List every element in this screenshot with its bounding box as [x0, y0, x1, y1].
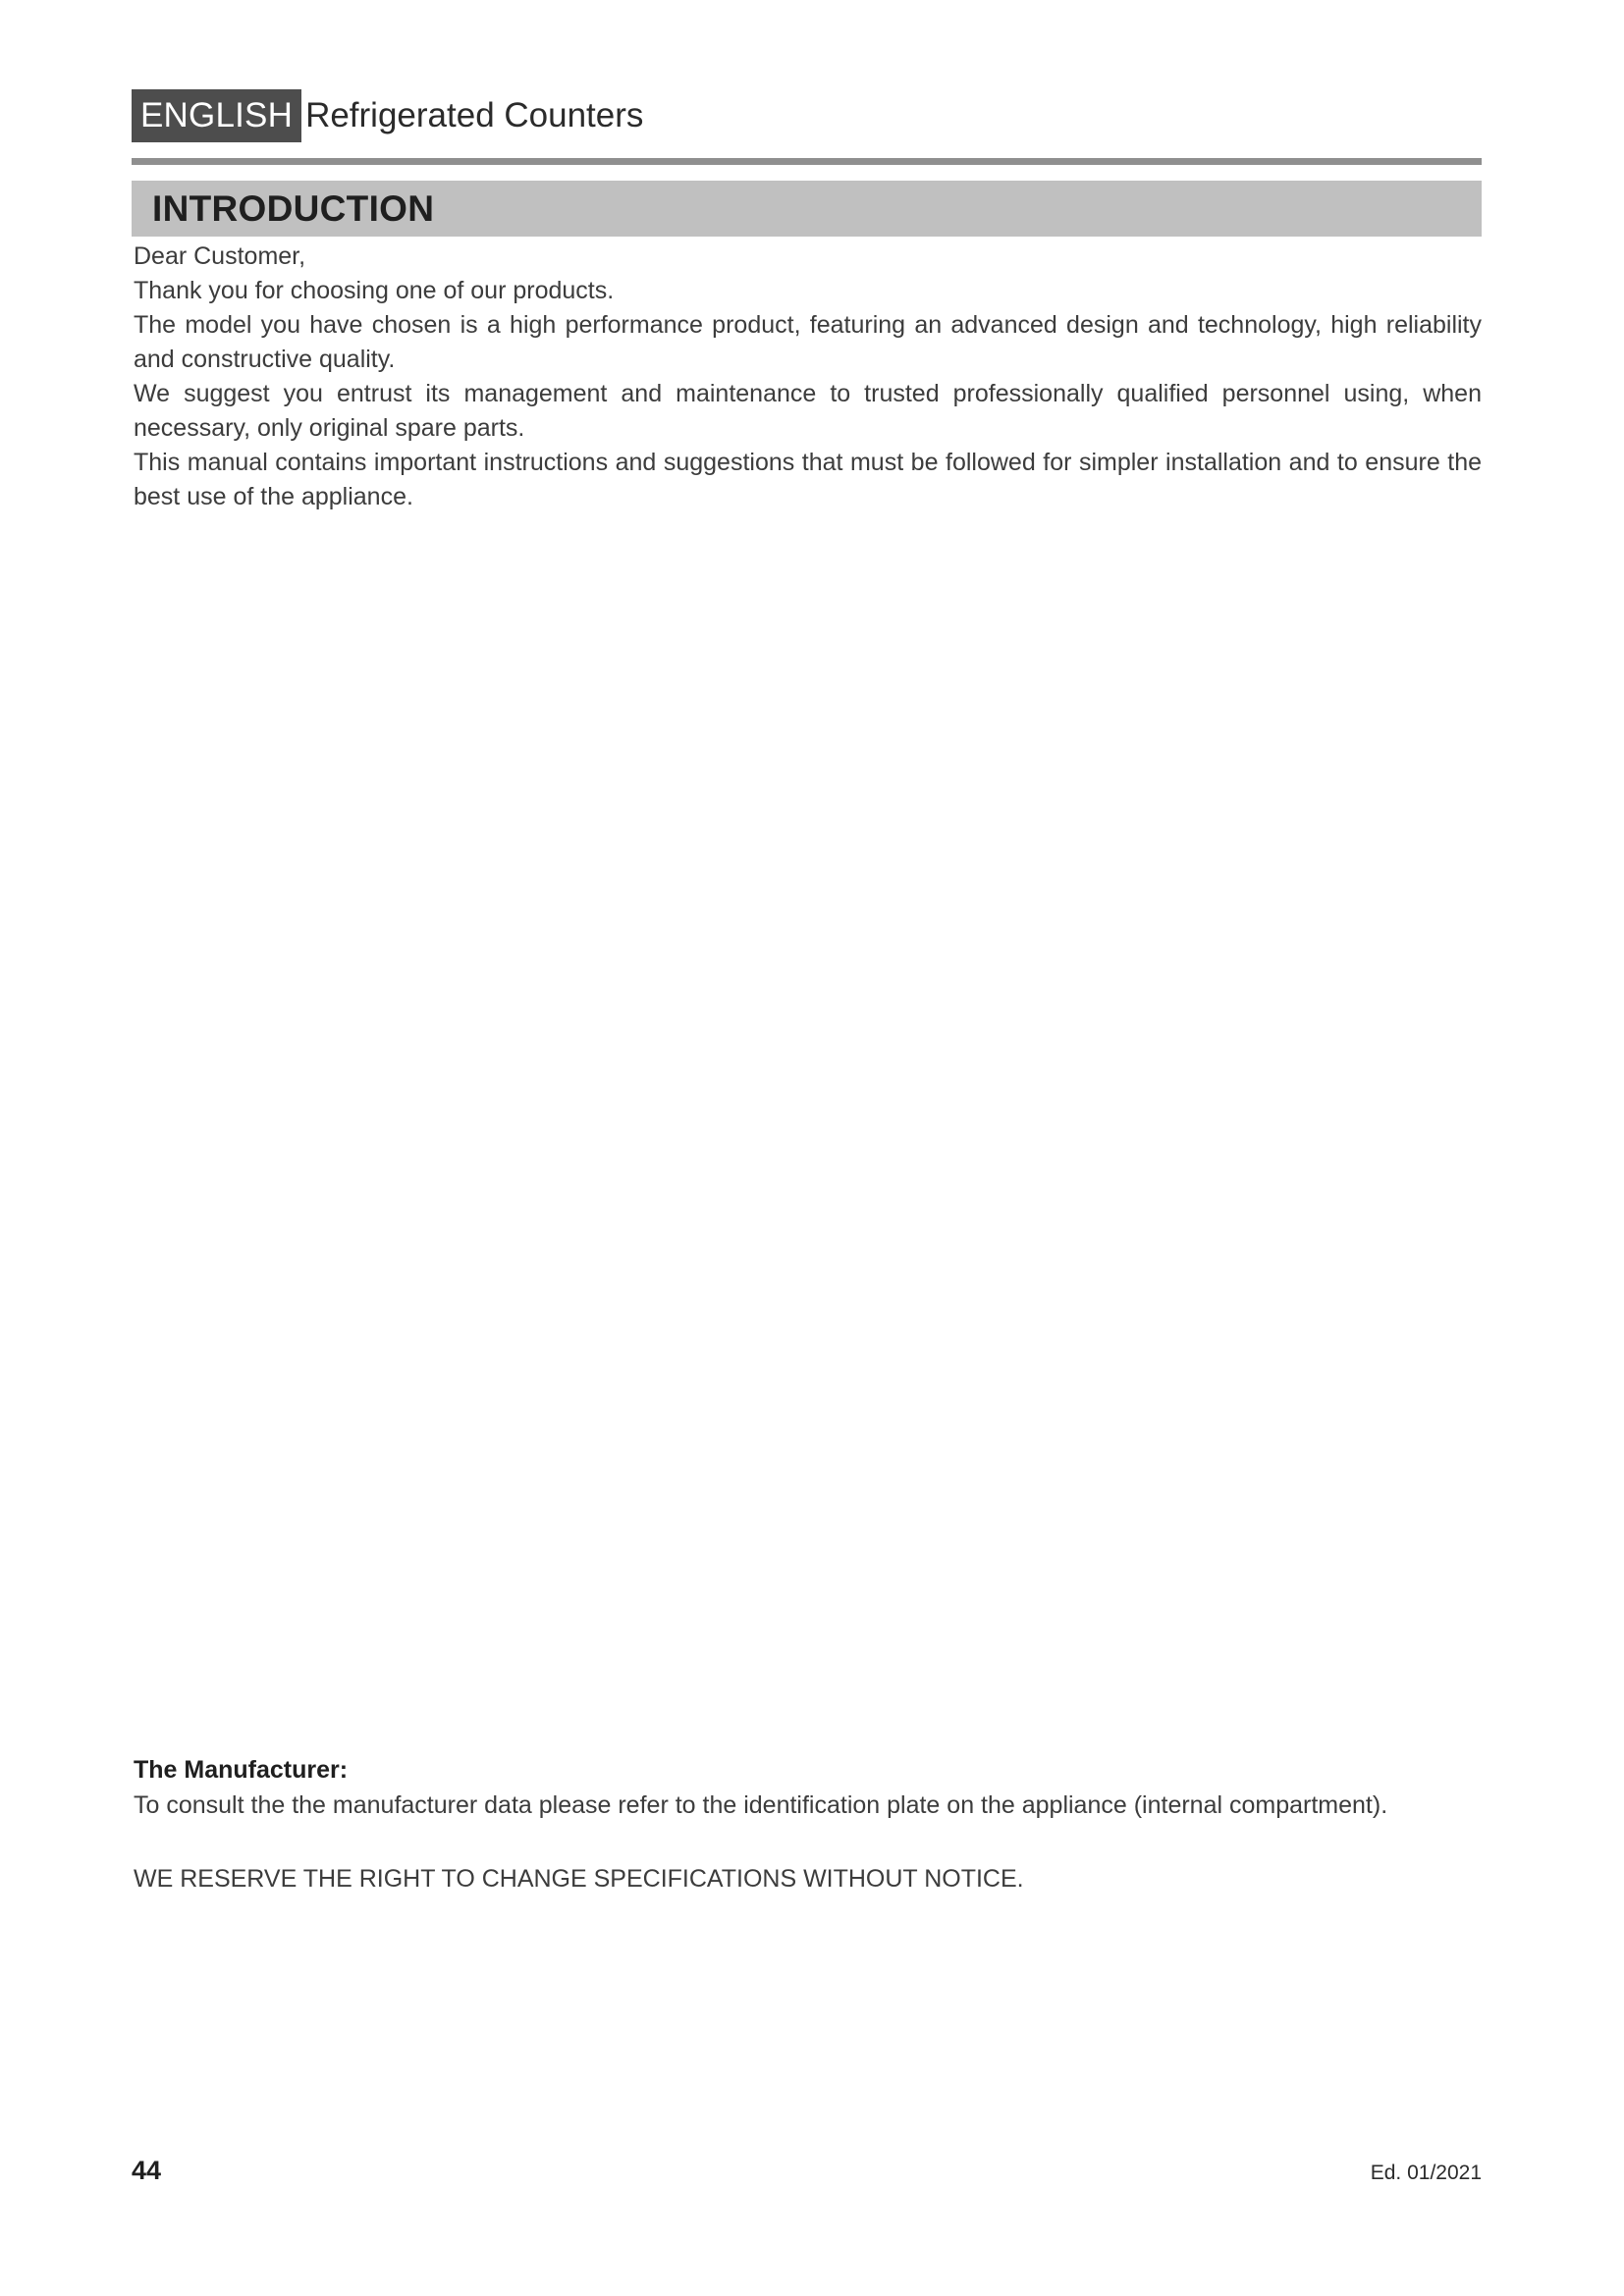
- intro-paragraph: Dear Customer,: [134, 242, 306, 270]
- section-title: INTRODUCTION: [152, 188, 435, 229]
- section-heading-bar: [132, 181, 1482, 237]
- manufacturer-block: [134, 1752, 1482, 1823]
- specifications-notice: WE RESERVE THE RIGHT TO CHANGE SPECIFICATIONS WITHOUT NOTICE.: [134, 1865, 1024, 1893]
- page-number: 44: [132, 2156, 162, 2185]
- intro-paragraph: Thank you for choosing one of our products.: [134, 277, 615, 304]
- introduction-body: [134, 240, 1482, 514]
- page-header: [132, 89, 643, 142]
- language-badge: ENGLISH: [132, 89, 301, 142]
- manufacturer-text: To consult the the manufacturer data please refer to the identification plate on the appliance (internal compartment).: [134, 1791, 1388, 1819]
- manufacturer-label: The Manufacturer:: [134, 1756, 349, 1784]
- document-title: Refrigerated Counters: [305, 96, 644, 134]
- intro-paragraph: The model you have chosen is a high performance product, featuring an advanced design and technology, high reliability and constructive quality.: [134, 311, 1482, 373]
- header-divider: [132, 158, 1482, 165]
- edition-label: Ed. 01/2021: [1370, 2162, 1482, 2184]
- intro-paragraph: This manual contains important instructions and suggestions that must be followed for simpler installation and to ensure the best use of the appliance.: [134, 449, 1482, 510]
- intro-paragraph: We suggest you entrust its management and maintenance to trusted professionally qualified personnel using, when necessary, only original spare parts.: [134, 380, 1482, 442]
